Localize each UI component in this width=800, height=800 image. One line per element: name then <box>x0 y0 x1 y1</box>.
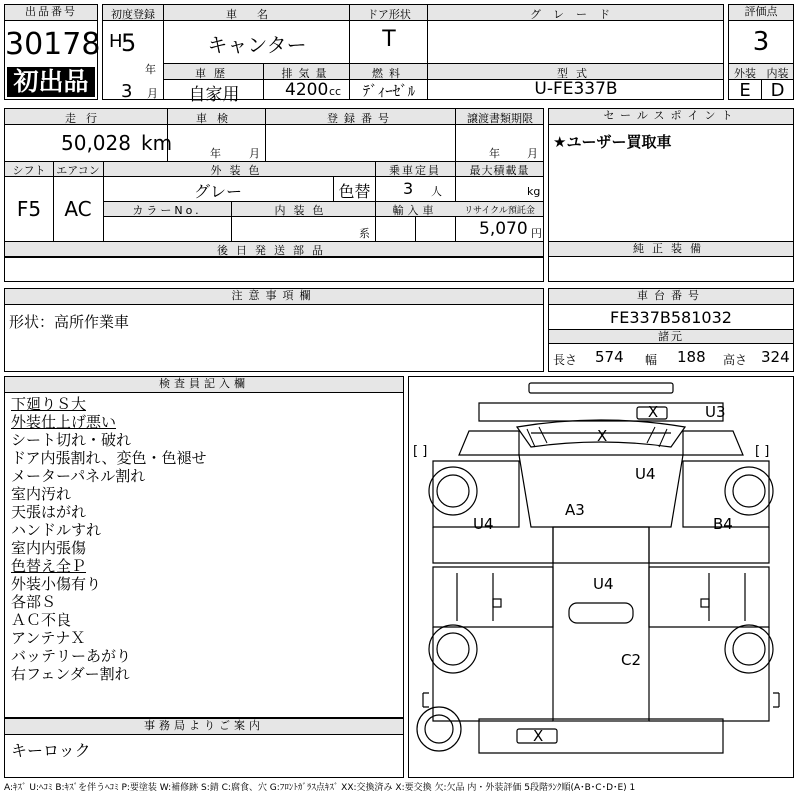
repaint-mark: 色替 <box>338 182 371 201</box>
first-exhibit-badge: 初出品 <box>7 67 95 97</box>
mark-left-door: U4 <box>473 515 494 533</box>
reg-month: 3 <box>121 81 133 102</box>
mid-table <box>4 108 544 282</box>
chassis-number: FE337B581032 <box>610 308 732 327</box>
door-label: ドア形状 <box>367 8 411 21</box>
inspector-line: 色替え全Ｐ <box>11 557 87 575</box>
color-label: 外装色 <box>210 164 268 177</box>
notes-text: 形状：高所作業車 <box>9 313 130 331</box>
inspector-line: ＡＣ不良 <box>11 611 72 629</box>
mileage-unit: km <box>141 131 173 155</box>
ext-score: E <box>739 80 751 101</box>
bracket-right: [ ] <box>755 444 770 459</box>
ac: AC <box>64 197 92 221</box>
equip-label: 純正装備 <box>549 242 793 257</box>
legend: A:ｷｽﾞ U:ﾍｺﾐ B:ｷｽﾞを伴うﾍｺﾐ P:要塗装 W:補修跡 S:錆 C:腐食、穴 G:ﾌﾛﾝﾄｶﾞﾗｽ点ｷｽﾞ XX:交換済み X:要交換 欠:欠品 内・外装評価 5段階ﾗﾝｸ順(A･B･C･D･E) 1 <box>4 783 636 793</box>
reg-label: 初度登録 <box>111 8 155 21</box>
load-label: 最大積載量 <box>469 164 530 177</box>
car-name-label: 車名 <box>226 8 288 21</box>
inspector-line: 室内汚れ <box>11 485 72 503</box>
spec-label: 諸元 <box>549 330 793 344</box>
width: 188 <box>677 348 706 366</box>
mark-right-door: B4 <box>713 515 733 533</box>
transfer-month-unit: 月 <box>527 147 538 160</box>
inspector-line: アンテナＸ <box>11 629 86 647</box>
notes-box <box>4 288 544 372</box>
mark-front-bumper: X <box>647 403 659 421</box>
chassis-box <box>548 288 794 372</box>
recycle-label: リサイクル預託金 <box>464 206 535 216</box>
capacity: 3 <box>403 179 414 198</box>
height-label: 高さ <box>723 353 748 367</box>
inspector-line: ドア内張割れ、変色・色褪せ <box>11 449 207 467</box>
mark-cab-rear: A3 <box>565 501 585 519</box>
transfer-label: 譲渡書類期限 <box>467 112 533 125</box>
office-box <box>4 718 404 778</box>
inspector-line: 室内内張傷 <box>11 539 87 557</box>
model-label: 型式 <box>557 67 595 80</box>
transfer-year-unit: 年 <box>489 147 500 160</box>
mark-deck: U4 <box>593 575 614 593</box>
model: U-FE337B <box>534 79 618 99</box>
displacement: 4200 <box>285 80 329 100</box>
capacity-label: 乗車定員 <box>389 164 441 177</box>
inspector-line: バッテリーあがり <box>11 647 132 665</box>
inspection-label: 車検 <box>196 112 238 125</box>
score-label: 評価点 <box>729 5 793 21</box>
length-label: 長さ <box>553 353 578 367</box>
history: 自家用 <box>188 85 240 105</box>
lot-number: 30178 <box>5 27 101 62</box>
diagram-marks <box>473 403 733 745</box>
fuel: ﾃﾞｨｰｾﾞﾙ <box>362 82 416 100</box>
width-label: 幅 <box>645 353 658 367</box>
inspector-line: 外装小傷有り <box>11 575 102 593</box>
inspector-line: シート切れ・破れ <box>11 431 132 449</box>
history-label: 車歴 <box>195 67 233 80</box>
inspector-line: 各部Ｓ <box>11 593 57 611</box>
sales-point: ★ユーザー買取車 <box>553 133 672 151</box>
inspector-line: 天張はがれ <box>11 503 87 521</box>
inspection-year-unit: 年 <box>210 147 221 160</box>
reg-year: 5 <box>121 29 137 57</box>
inspection-month-unit: 月 <box>249 147 260 160</box>
lot-box <box>4 4 101 100</box>
inspector-line: ハンドルすれ <box>11 521 102 539</box>
car-name: キャンター <box>207 33 307 57</box>
parts-label: 後日発送部品 <box>217 244 331 257</box>
colorno-label: カラーNo. <box>132 204 202 217</box>
door-type: T <box>382 27 396 52</box>
mark-rear-deck: C2 <box>621 651 642 669</box>
capacity-unit: 人 <box>431 185 442 198</box>
truck-outline <box>409 377 793 777</box>
mark-rear-bumper: X <box>533 727 544 745</box>
score: 3 <box>752 27 770 57</box>
displacement-label: 排気量 <box>281 67 333 80</box>
era: H <box>109 31 123 52</box>
mark-front-panel: U3 <box>705 403 726 421</box>
intcolor-suffix: 系 <box>359 227 370 240</box>
int-score: D <box>770 80 785 101</box>
height: 324 <box>761 348 790 366</box>
bracket-left: [ ] <box>413 444 428 459</box>
office-label: 事務局よりご案内 <box>5 719 403 735</box>
notes-label: 注意事項欄 <box>5 289 543 305</box>
inspector-label: 検査員記入欄 <box>5 377 403 393</box>
ext-label: 外装 <box>734 67 756 80</box>
import-label: 輸入車 <box>392 204 438 217</box>
plate-label: 登録番号 <box>327 112 395 125</box>
sales-label: セールスポイント <box>549 109 793 125</box>
inspector-line: メーターパネル割れ <box>11 467 146 485</box>
mileage: 50,028 <box>61 131 131 155</box>
yen-unit: 円 <box>531 227 542 240</box>
top-table <box>102 4 724 105</box>
cc-unit: cc <box>329 85 342 98</box>
ac-label: エアコン <box>56 164 100 177</box>
mark-cab: U4 <box>635 465 656 483</box>
load-unit: kg <box>527 185 541 198</box>
fuel-label: 燃料 <box>372 67 406 80</box>
inspector-lines <box>11 395 206 683</box>
inspector-line: 右フェンダー割れ <box>11 665 130 683</box>
mileage-label: 走行 <box>65 112 107 125</box>
office-text: キーロック <box>11 741 91 760</box>
lot-label: 出品番号 <box>5 5 97 21</box>
mark-windshield: X <box>597 427 608 445</box>
shift: F5 <box>16 197 42 221</box>
sales-box <box>548 108 794 282</box>
exterior-color: グレー <box>193 182 242 201</box>
inspector-box <box>4 376 404 718</box>
reg-year-unit: 年 <box>145 63 156 76</box>
chassis-label: 車台番号 <box>549 289 793 305</box>
intcolor-label: 内装色 <box>274 204 332 217</box>
inspector-line: 外装仕上げ悪い <box>11 413 117 431</box>
int-label: 内装 <box>766 67 789 80</box>
shift-label: シフト <box>12 164 46 177</box>
score-box <box>728 4 794 100</box>
reg-month-unit: 月 <box>147 87 158 100</box>
inspector-line: 下廻りＳ大 <box>11 395 87 413</box>
recycle-deposit: 5,070 <box>479 219 528 239</box>
length: 574 <box>595 348 624 366</box>
grade-label: グレード <box>530 8 622 21</box>
damage-diagram <box>408 376 794 778</box>
